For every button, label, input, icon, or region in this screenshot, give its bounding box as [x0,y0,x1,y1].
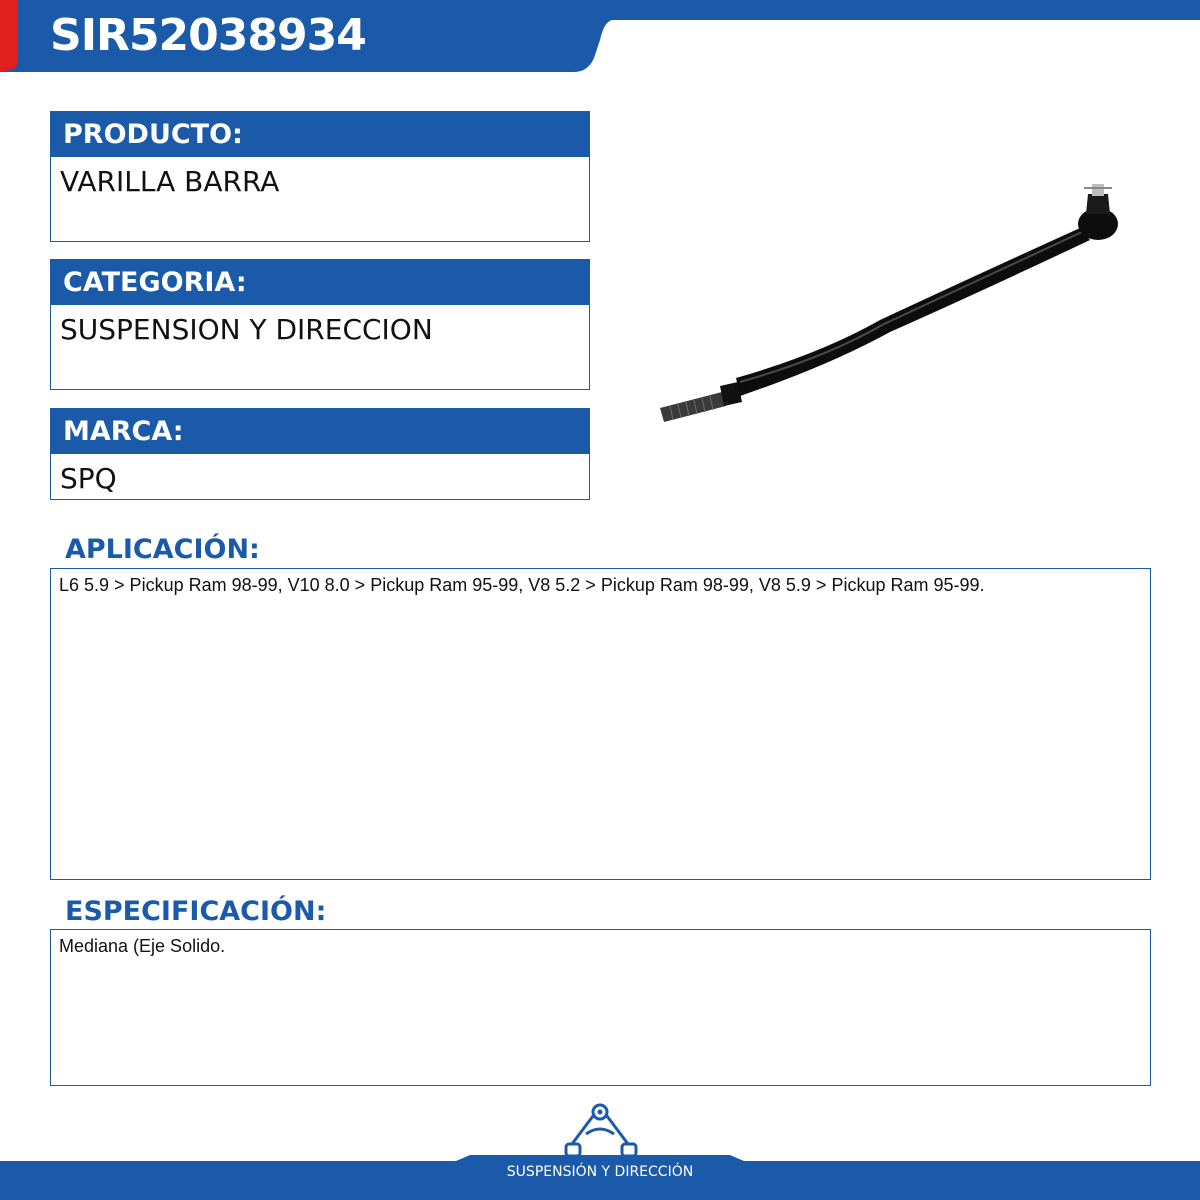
product-sku: SIR52038934 [50,10,366,61]
tie-rod-image [640,170,1160,440]
footer-category-label: SUSPENSIÓN Y DIRECCIÓN [506,1164,694,1180]
field-marca-value: SPQ [50,454,590,500]
field-producto-label: PRODUCTO: [50,111,590,157]
especificacion-text: Mediana (Eje Solido. [50,929,1151,1086]
field-marca [50,408,590,500]
field-categoria-label: CATEGORIA: [50,259,590,305]
aplicacion-title: APLICACIÓN: [65,534,260,565]
field-categoria-value: SUSPENSION Y DIRECCION [50,305,590,390]
field-producto [50,111,590,242]
field-categoria [50,259,590,390]
field-marca-label: MARCA: [50,408,590,454]
control-arm-icon [562,1100,642,1162]
aplicacion-text: L6 5.9 > Pickup Ram 98-99, V10 8.0 > Pickup Ram 95-99, V8 5.2 > Pickup Ram 98-99, V8 5.9 > Pickup Ram 95-99. [50,568,1151,880]
especificacion-title: ESPECIFICACIÓN: [65,896,327,927]
header-accent [0,0,18,72]
field-producto-value: VARILLA BARRA [50,157,590,242]
